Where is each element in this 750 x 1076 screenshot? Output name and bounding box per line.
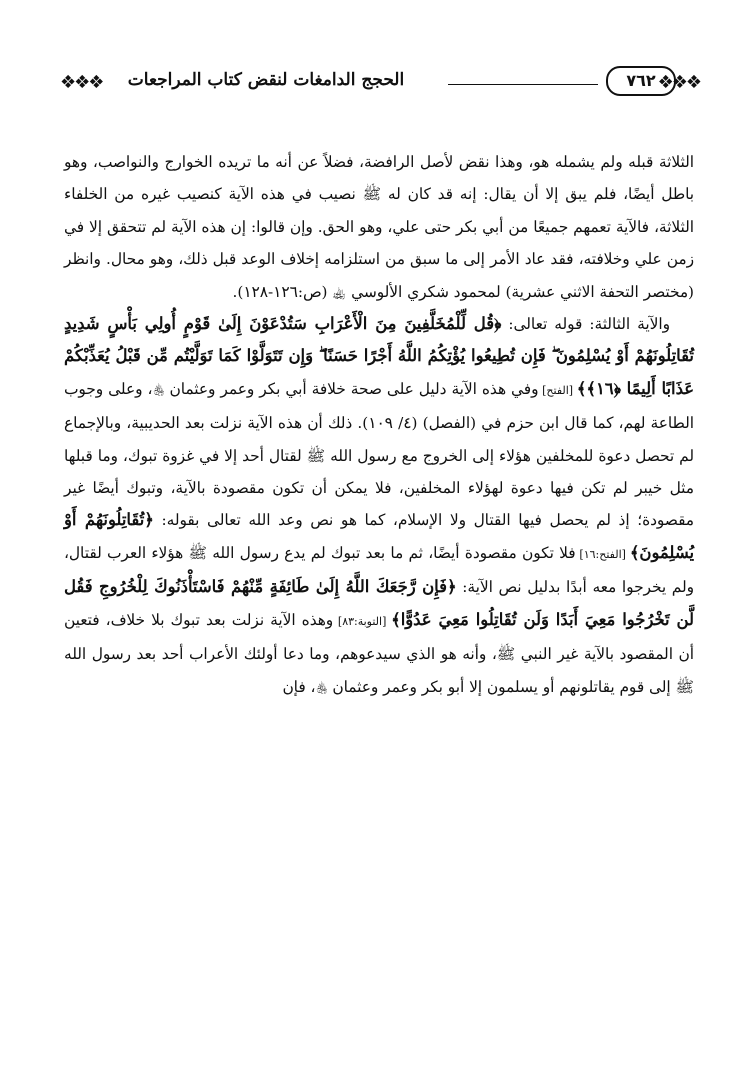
- paragraph-text: ، فإن: [282, 677, 316, 696]
- quran-verse-fath-16-excerpt: ﴿تُقَاتِلُونَهُمْ أَوْ يُسْلِمُونَ﴾: [64, 510, 695, 562]
- page-number-badge: ٧٦٢: [606, 66, 676, 96]
- verse-reference: [الفتح]: [538, 383, 577, 397]
- paragraph-text: فلا تكون مقصودة أيضًا، ثم ما بعد تبوك لم يدع رسول الله ﷺ هؤلاء العرب لقتال، ولم يخرجوا معه أبدًا بدليل نص الآية:: [64, 543, 694, 597]
- quran-verse-fath-16: ﴿قُل لِّلْمُخَلَّفِينَ مِنَ الْأَعْرَابِ سَتُدْعَوْنَ إِلَىٰ قَوْمٍ أُولِي بَأْسٍ شَدِيدٍ تُقَاتِلُونَهُمْ أَوْ يُسْلِمُونَ ۖ فَإِن تُطِيعُوا يُؤْتِكُمُ اللَّهُ أَجْرًا حَسَنًا ۖ وَإِن تَتَوَلَّوْا كَمَا تَوَلَّيْتُم مِّن قَبْلُ يُعَذِّبْكُمْ عَذَابًا أَلِيمًا ﴿١٦﴾﴾: [64, 314, 694, 398]
- paragraph-text: وهذه الآية نزلت بعد تبوك بلا خلاف، فتعين أن المقصود بالآية غير النبي ﷺ، وأنه هو الذي سيدعوهم، وما دعا أولئك الأعراب أحد بعد رسول الله ﷺ إلى قوم يقاتلونهم أو يسلمون إلا أبو بكر وعمر وعثمان: [64, 610, 694, 696]
- verse-reference: [الفتح:١٦]: [575, 547, 630, 561]
- paragraph-continuation: الثلاثة قبله ولم يشمله هو، وهذا نقض لأصل الرافضة، فضلاً عن أنه ما تريده الخوارج والنواصب، وهو باطل أيضًا، فلم يبق إلا أن يقال: إنه قد كان له ﷺ نصيب في هذه الآية كنصيب غيره من الخلفاء الثلاثة، فالآية تعمهم جميعًا من أبي بكر حتى علي، وهو الحق. وإن قالوا: إن هذه الآية لم تتحقق إلا في زمن علي وخلافته، فقد عاد الأمر إلى ما سبق من استلزامه إخلاف الوعد قبل ذلك، وهو محال. وانظر (مختصر التحفة الاثني عشرية) لمحمود شكري الألوسي ﵀ (ص:١٢٦-١٢٨).: [64, 153, 694, 301]
- honorific-mark: ﵃: [152, 383, 165, 397]
- page-body: [64, 146, 694, 705]
- quran-verse-tawba-83: ﴿فَإِن رَّجَعَكَ اللَّهُ إِلَىٰ طَائِفَةٍ مِّنْهُمْ فَاسْتَأْذَنُوكَ لِلْخُرُوجِ فَقُل لَّن تَخْرُجُوا مَعِيَ أَبَدًا وَلَن تُقَاتِلُوا مَعِيَ عَدُوًّا﴾: [64, 577, 694, 629]
- header-ornament-right: ❖❖❖: [657, 72, 700, 93]
- paragraph-text: ، وعلى وجوب الطاعة لهم، كما قال ابن حزم في (الفصل) (٤/ ١٠٩). ذلك أن هذه الآية نزلت بعد الحديبية، وبالإجماع لم تحصل دعوة للمخلفين هؤلاء إلى الخروج مع رسول الله ﷺ لقتال أحد إلا في غزوة تبوك، وما قبلها مثل خيبر لم تكن فيها دعوة لهؤلاء المخلفين، فلا يمكن أن تكون مقصودة بالآية، وتبوك أيضًا غير مقصودة؛ إذ لم يحصل فيها القتال ولا الإسلام، كما هو نص وعد الله تعالى بقوله:: [64, 379, 695, 530]
- header-ornament-left: ❖❖❖: [60, 72, 103, 93]
- honorific-mark: ﵃: [315, 681, 328, 695]
- verse-intro: والآية الثالثة: قوله تعالى:: [501, 315, 670, 334]
- header-title: الحجج الدامغات لنقض كتاب المراجعات: [127, 70, 405, 90]
- paragraph-text: وفي هذه الآية دليل على صحة خلافة أبي بكر وعمر وعثمان: [164, 379, 539, 398]
- verse-reference: [التوبة:٨٣]: [333, 614, 392, 628]
- running-header: [60, 62, 700, 106]
- paragraph-third-verse: [64, 308, 694, 705]
- header-rule: [448, 84, 598, 85]
